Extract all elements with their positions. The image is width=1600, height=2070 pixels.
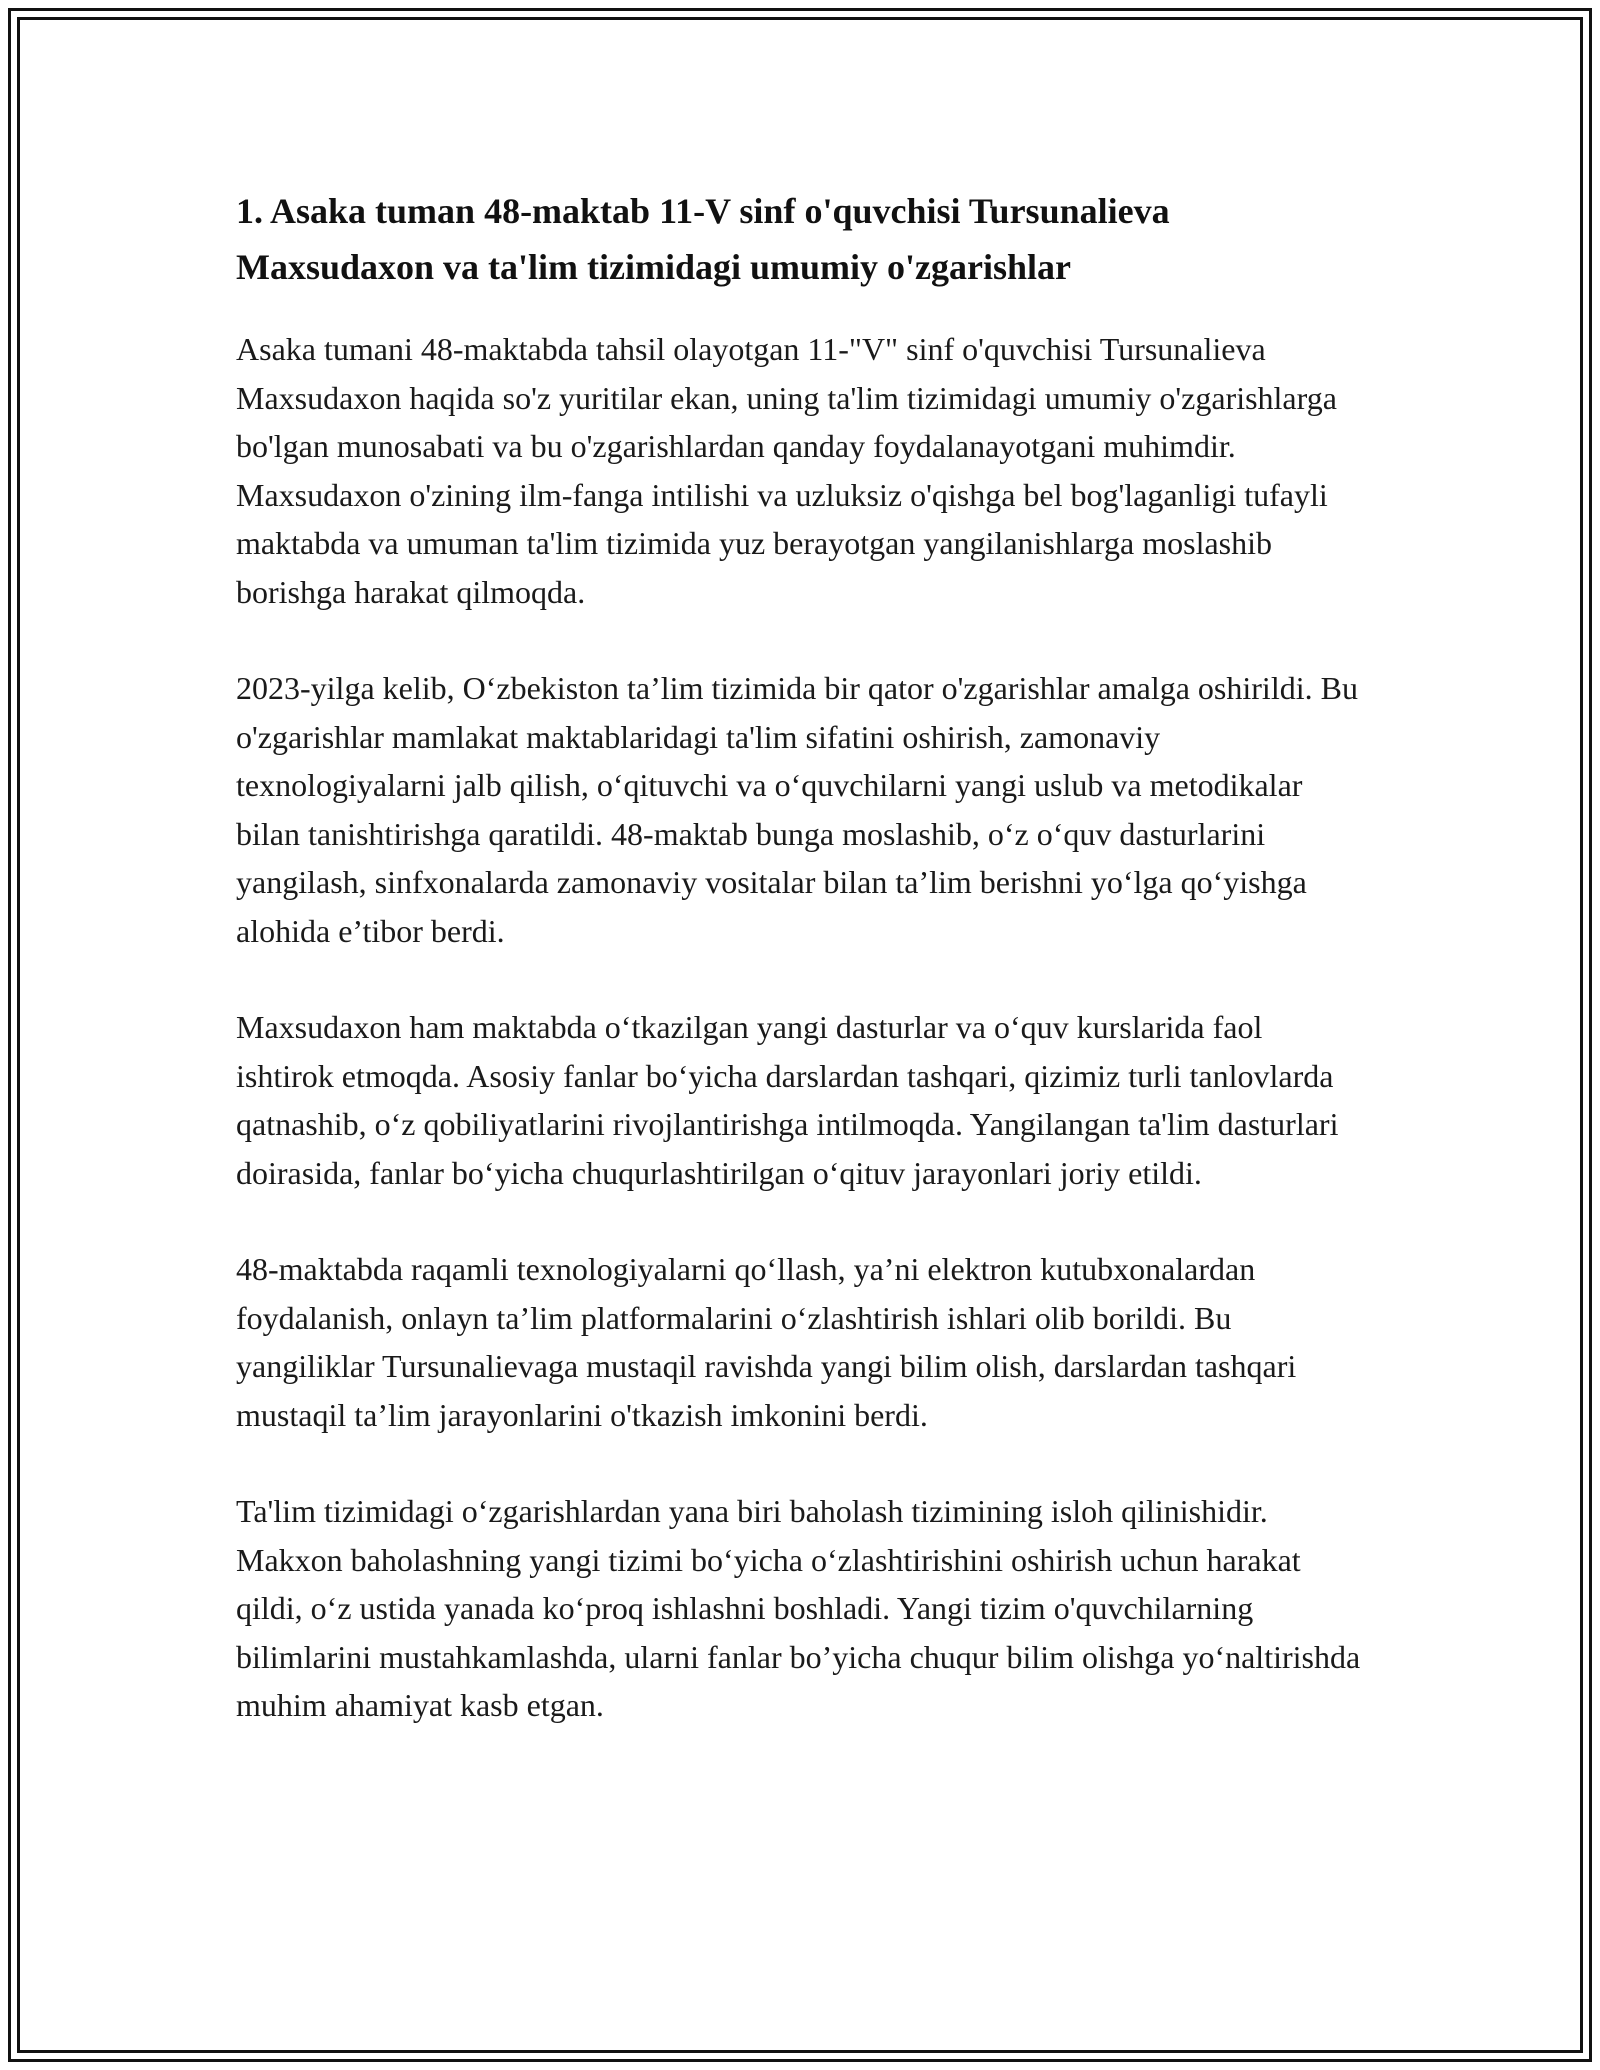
paragraph-3: Maxsudaxon ham maktabda o‘tkazilgan yangi dasturlar va o‘quv kurslarida faol ishtirok etmoqda. Asosiy fanlar bo‘yicha darslardan tashqari, qizimiz turli tanlovlarda qatnashib, o‘z qobiliyatlarini rivojlantirishga intilmoqda. Yangilangan ta'lim dasturlari doirasida, fanlar bo‘yicha chuqurlashtirilgan o‘qituv jarayonlari joriy etildi. bbox=[236, 1009, 1339, 1191]
paragraph-4: 48-maktabda raqamli texnologiyalarni qo‘llash, ya’ni elektron kutubxonalardan foydalanish, onlayn ta’lim platformalarini o‘zlashtirish ishlari olib borildi. Bu yangiliklar Tursunalievaga mustaqil ravishda yangi bilim olish, darslardan tashqari mustaqil ta’lim jarayonlarini o'tkazish imkonini berdi. bbox=[236, 1251, 1297, 1433]
paragraph-1: Asaka tumani 48-maktabda tahsil olayotgan 11-"V" sinf o'quvchisi Tursunalieva Maxsudaxon haqida so'z yuritilar ekan, uning ta'lim tizimidagi umumiy o'zgarishlarga bo'lgan munosabati va bu o'zgarishlardan qanday foydalanayotgani muhimdir. Maxsudaxon o'zining ilm-fanga intilishi va uzluksiz o'qishga bel bog'laganligi tufayli maktabda va umuman ta'lim tizimida yuz berayotgan yangilanishlarga moslashib borishga harakat qilmoqda. bbox=[236, 331, 1337, 610]
document-body bbox=[236, 183, 1366, 1730]
document-title: 1. Asaka tuman 48-maktab 11-V sinf o'quvchisi Tursunalieva Maxsudaxon va ta'lim tizimidagi umumiy o'zgarishlar bbox=[236, 191, 1170, 287]
paragraph-2: 2023-yilga kelib, O‘zbekiston ta’lim tizimida bir qator o'zgarishlar amalga oshirildi. Bu o'zgarishlar mamlakat maktablaridagi ta'lim sifatini oshirish, zamonaviy texnologiyalarni jalb qilish, o‘qituvchi va o‘quvchilarni yangi uslub va metodikalar bilan tanishtirishga qaratildi. 48-maktab bunga moslashib, o‘z o‘quv dasturlarini yangilash, sinfxonalarda zamonaviy vositalar bilan ta’lim berishni yo‘lga qo‘yishga alohida e’tibor berdi. bbox=[236, 670, 1358, 949]
paragraph-5: Ta'lim tizimidagi o‘zgarishlardan yana biri baholash tizimining isloh qilinishidir. Makxon baholashning yangi tizimi bo‘yicha o‘zlashtirishini oshirish uchun harakat qildi, o‘z ustida yanada ko‘proq ishlashni boshladi. Yangi tizim o'quvchilarning bilimlarini mustahkamlashda, ularni fanlar bo’yicha chuqur bilim olishga yo‘naltirishda muhim ahamiyat kasb etgan. bbox=[236, 1493, 1361, 1723]
